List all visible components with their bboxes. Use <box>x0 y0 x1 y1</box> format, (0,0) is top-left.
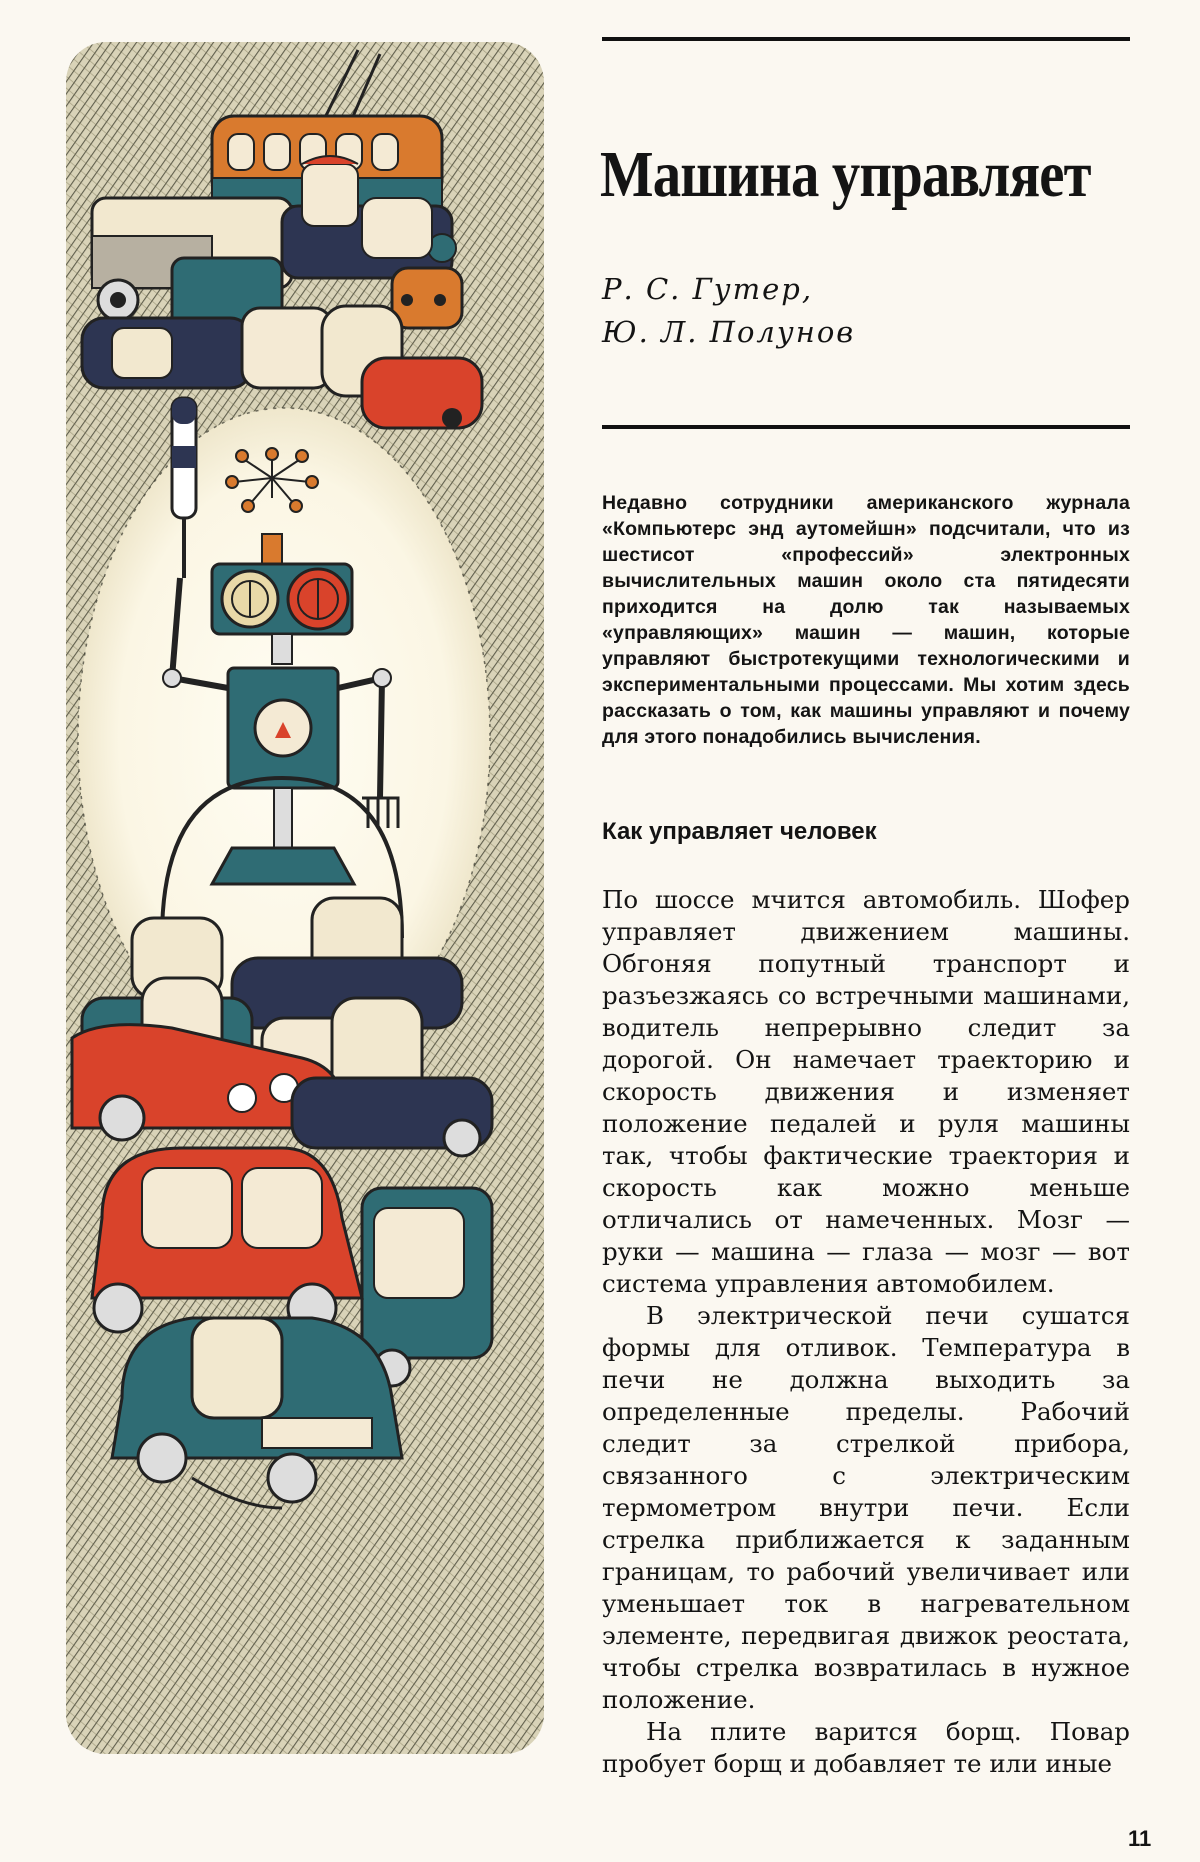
article-title: Машина управляет <box>600 138 1091 211</box>
paragraph: В электрической печи сушатся формы для отливок. Температура в печи не должна выходить за определенные пределы. Рабочий следит за стрелкой прибора, связанного с электрическим термометром внутри печи. Если стрелка приближается к заданным границам, то рабочий увеличивает или уменьшает ток в нагревательном элементе, передвигая движок реостата, чтобы стрелка возвратилась в нужное положение. <box>602 1301 1130 1714</box>
paragraph: На плите варится борщ. Повар пробует борщ и добавляет те или иные <box>602 1717 1130 1778</box>
page-number: 11 <box>1128 1826 1152 1851</box>
robot-traffic-illustration <box>62 38 548 1758</box>
section-heading: Как управляет человек <box>602 818 877 845</box>
illustration-drawing <box>62 38 548 1758</box>
author-2: Ю. Л. Полунов <box>602 315 856 349</box>
paragraph: По шоссе мчится автомобиль. Шофер управляет движением машины. Обгоняя попутный транспорт и разъезжаясь со встречными машинами, водитель непрерывно следит за дорогой. Он намечает траекторию и скорость движения и изменяет положение педалей и руля машины так, чтобы фактические траектория и скорость как можно меньше отличались от намеченных. Мозг — руки — машина — глаза — мозг — вот система управления автомобилем. <box>602 885 1130 1298</box>
top-rule <box>602 37 1130 41</box>
middle-rule <box>602 425 1130 429</box>
author-1: Р. С. Гутер, <box>602 272 814 306</box>
authors <box>602 268 855 354</box>
lead-paragraph: Недавно сотрудники американского журнала «Компьютерс энд аутомейшн» подсчитали, что из шестисот «профессий» электронных вычислительных машин около ста пятидесяти приходится на долю так называемых «управляющих» машин — машин, которые управляют быстротекущими технологическими и экспериментальными процессами. Мы хотим здесь рассказать о том, как машины управляют и почему для этого понадобились вычисления. <box>602 492 1130 748</box>
body-text <box>602 884 1130 1780</box>
